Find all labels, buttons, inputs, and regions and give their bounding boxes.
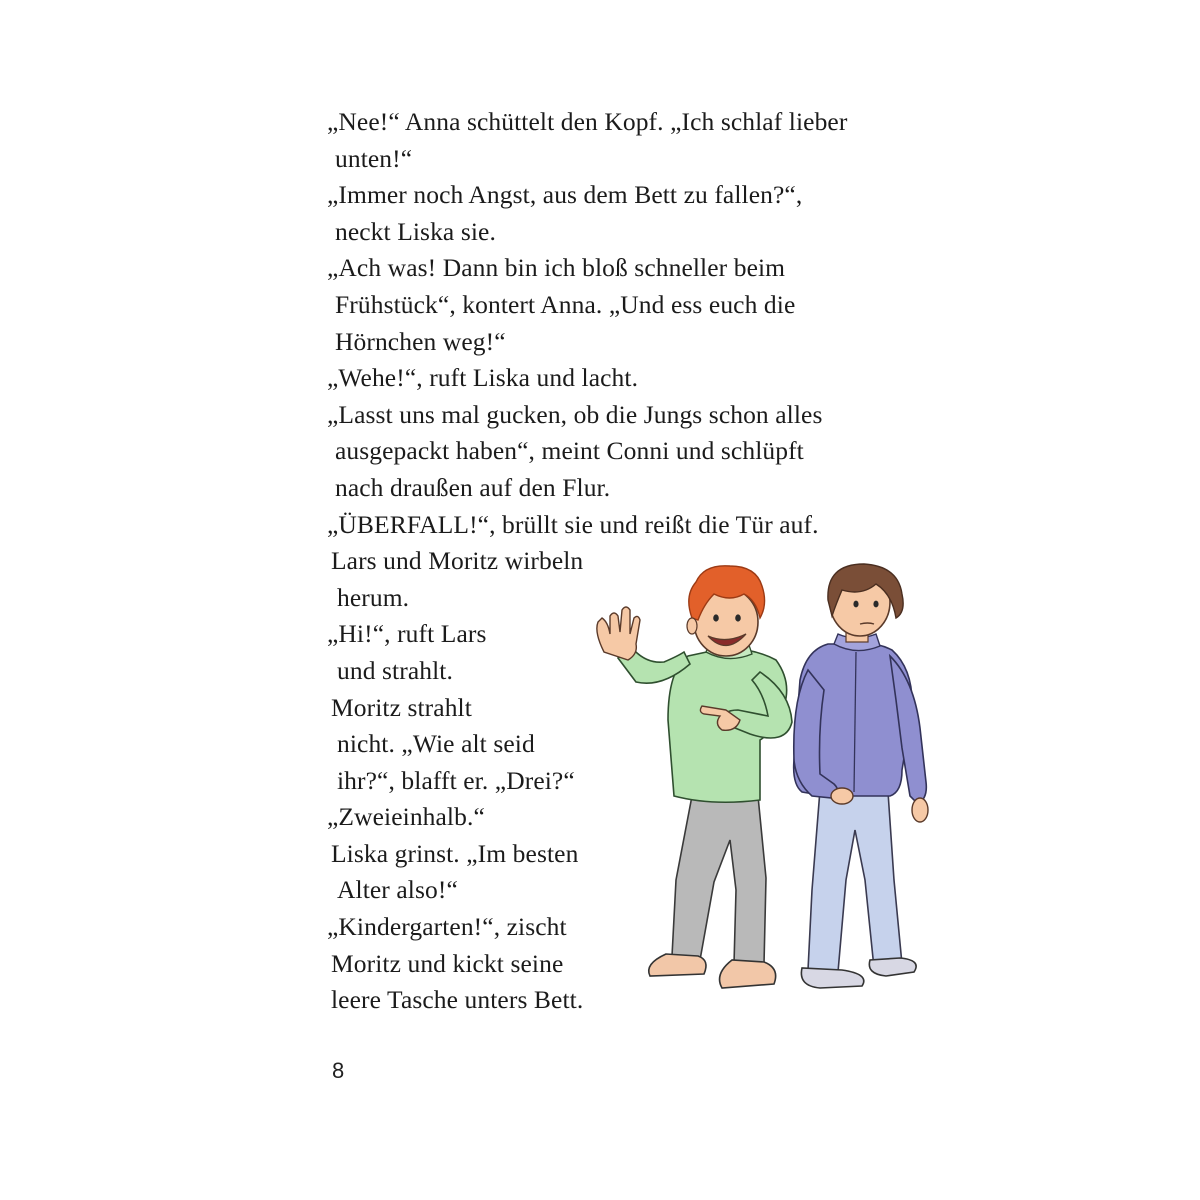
text-line: „Kindergarten!“, zischt (327, 912, 567, 942)
boys-illustration (580, 560, 960, 1010)
text-line: „Immer noch Angst, aus dem Bett zu fallen?“, (327, 180, 803, 210)
text-line: neckt Liska sie. (335, 216, 496, 246)
text-line: „Lasst uns mal gucken, ob die Jungs schon alles (327, 399, 823, 429)
moritz-figure (794, 564, 928, 988)
text-line: unten!“ (335, 143, 413, 173)
moritz-hand-left (831, 788, 853, 804)
text-line: und strahlt. (337, 655, 453, 685)
moritz-pants (808, 790, 902, 972)
lars-figure (597, 566, 792, 988)
text-line: leere Tasche unters Bett. (331, 985, 584, 1015)
lars-pants (672, 796, 766, 964)
text-line: „Nee!“ Anna schüttelt den Kopf. „Ich schlaf lieber (327, 107, 848, 136)
text-line: Alter also!“ (337, 875, 458, 905)
text-line: Moritz und kickt seine (331, 948, 564, 978)
moritz-shoe-left (801, 968, 863, 988)
text-line: „Zweieinhalb.“ (327, 802, 485, 832)
text-line: nach draußen auf den Flur. (335, 472, 611, 502)
text-line: Hörnchen weg!“ (335, 326, 506, 356)
text-line: ausgepackt haben“, meint Conni und schlüpft (335, 436, 804, 466)
text-line: nicht. „Wie alt seid (337, 729, 535, 759)
lars-shoe-left (649, 954, 706, 976)
lars-shoe-right (720, 960, 776, 988)
text-line: „Ach was! Dann bin ich bloß schneller beim (327, 253, 786, 283)
text-line: herum. (337, 582, 410, 612)
text-line: ihr?“, blafft er. „Drei?“ (337, 765, 575, 795)
moritz-shoe-right (869, 958, 916, 976)
text-line: „Hi!“, ruft Lars (327, 619, 487, 649)
text-line: Frühstück“, kontert Anna. „Und ess euch die (335, 289, 796, 319)
text-line: „Wehe!“, ruft Liska und lacht. (327, 363, 639, 393)
moritz-hand-right (912, 798, 928, 822)
text-line: Liska grinst. „Im besten (331, 838, 579, 868)
text-line: „ÜBERFALL!“, brüllt sie und reißt die Tür auf. (327, 509, 819, 539)
text-line: Lars und Moritz wirbeln (331, 546, 584, 576)
page-number: 8 (332, 1058, 345, 1083)
text-line: Moritz strahlt (331, 692, 472, 722)
lars-hand-waving (597, 607, 640, 660)
